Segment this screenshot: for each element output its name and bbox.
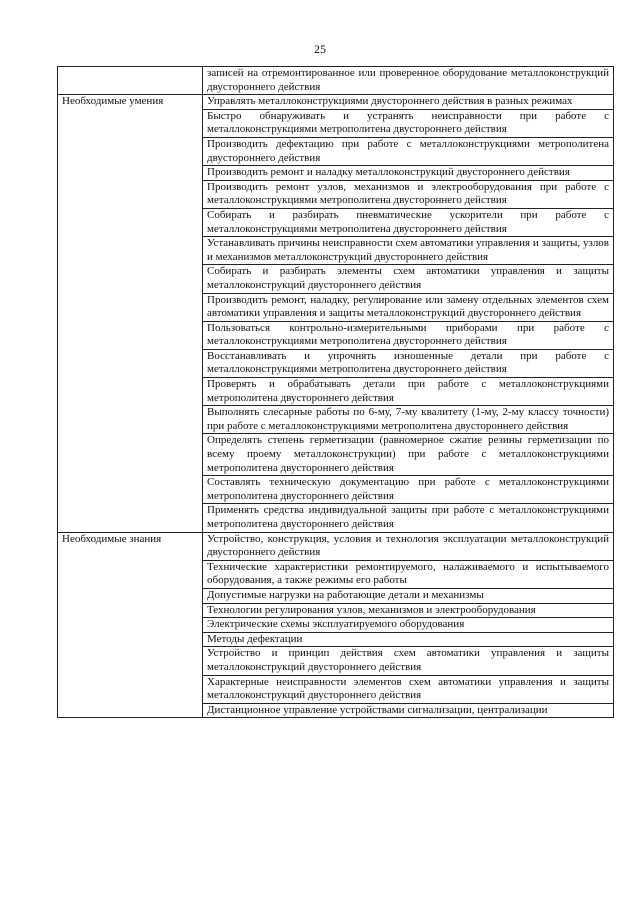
requirement-item: Технические характеристики ремонтируемого, налаживаемого и испытываемого оборудования, а также режимы его работы — [203, 560, 614, 588]
requirement-item: Собирать и разбирать пневматические ускорители при работе с металлоконструкциями метрополитена двустороннего действия — [203, 208, 614, 236]
requirement-item: Технологии регулирования узлов, механизмов и электрооборудования — [203, 603, 614, 618]
requirement-item: Дистанционное управление устройствами сигнализации, централизации — [203, 703, 614, 718]
requirement-item: Пользоваться контрольно-измерительными приборами при работе с металлоконструкциями метрополитена двустороннего действия — [203, 321, 614, 349]
requirement-item: Производить дефектацию при работе с металлоконструкциями метрополитена двустороннего действия — [203, 137, 614, 165]
requirement-item: Определять степень герметизации (равномерное сжатие резины герметизации по всему проему металлоконструкции) при работе с металлоконструкциями метрополитена двустороннего действия — [203, 434, 614, 476]
requirement-item: записей на отремонтированное или проверенное оборудование металлоконструкций двустороннего действия — [203, 67, 614, 95]
requirement-item: Составлять техническую документацию при работе с металлоконструкциями метрополитена двустороннего действия — [203, 476, 614, 504]
requirement-item: Устройство, конструкция, условия и технология эксплуатации металлоконструкций двустороннего действия — [203, 532, 614, 560]
requirement-item: Устанавливать причины неисправности схем автоматики управления и защиты, узлов и механизмов металлоконструкций двустороннего действия — [203, 237, 614, 265]
requirement-item: Устройство и принцип действия схем автоматики управления и защиты металлоконструкций двустороннего действия — [203, 647, 614, 675]
requirement-item: Управлять металлоконструкциями двустороннего действия в разных режимах — [203, 95, 614, 110]
requirement-item: Собирать и разбирать элементы схем автоматики управления и защиты металлоконструкций двустороннего действия — [203, 265, 614, 293]
requirement-item: Производить ремонт и наладку металлоконструкций двустороннего действия — [203, 166, 614, 181]
section-label: Необходимые знания — [58, 532, 203, 718]
requirement-item: Допустимые нагрузки на работающие детали и механизмы — [203, 588, 614, 603]
requirement-item: Характерные неисправности элементов схем автоматики управления и защиты металлоконструкций двустороннего действия — [203, 675, 614, 703]
requirement-item: Применять средства индивидуальной защиты при работе с металлоконструкциями метрополитена двустороннего действия — [203, 504, 614, 532]
competency-table-body — [58, 67, 614, 718]
requirement-item: Производить ремонт, наладку, регулирование или замену отдельных элементов схем автоматики управления и защиты металлоконструкций двустороннего действия — [203, 293, 614, 321]
requirement-item: Выполнять слесарные работы по 6-му, 7-му квалитету (1-му, 2-му классу точности) при работе с металлоконструкциями метрополитена двустороннего действия — [203, 406, 614, 434]
requirement-item: Электрические схемы эксплуатируемого оборудования — [203, 618, 614, 633]
requirement-item: Быстро обнаруживать и устранять неисправности при работе с металлоконструкциями метрополитена двустороннего действия — [203, 109, 614, 137]
competency-table — [57, 66, 614, 718]
section-label — [58, 67, 203, 95]
requirement-item: Восстанавливать и упрочнять изношенные детали при работе с металлоконструкциями метрополитена двустороннего действия — [203, 349, 614, 377]
table-row — [58, 67, 614, 95]
page-number: 25 — [314, 42, 326, 56]
table-row — [58, 532, 614, 560]
requirement-item: Методы дефектации — [203, 632, 614, 647]
table-row — [58, 95, 614, 110]
section-label: Необходимые умения — [58, 95, 203, 532]
requirement-item: Проверять и обрабатывать детали при работе с металлоконструкциями метрополитена двустороннего действия — [203, 378, 614, 406]
requirement-item: Производить ремонт узлов, механизмов и электрооборудования при работе с металлоконструкциями метрополитена двустороннего действия — [203, 180, 614, 208]
